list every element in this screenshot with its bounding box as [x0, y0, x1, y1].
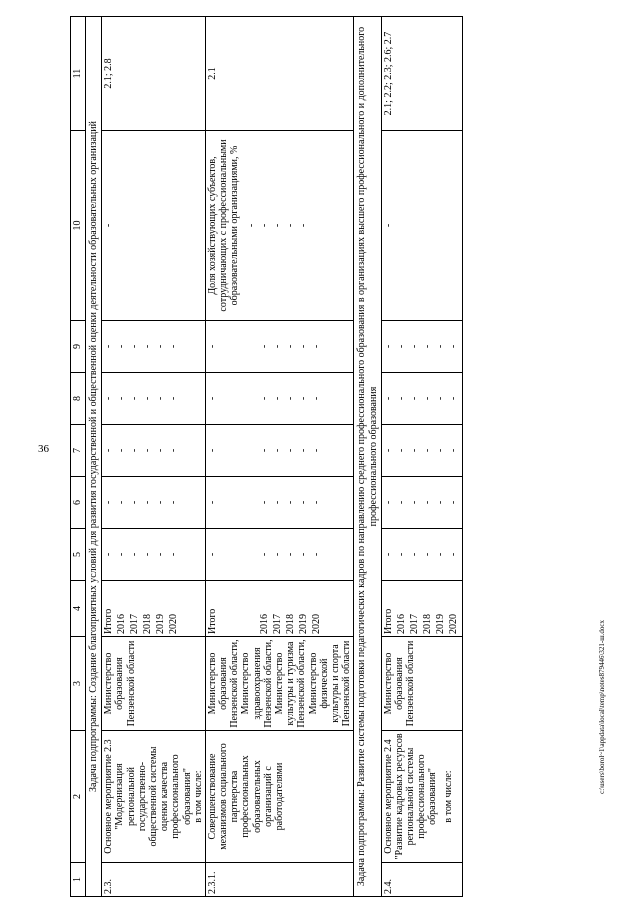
year-item: 2017 — [129, 614, 141, 634]
col-header: 1 — [71, 863, 86, 897]
executor: Министерство образования Пензенской области, Министерство здравоохранения Пензенской области, Министерство культуры и туризма Пензенской области, Министерство физической культуры и спорта Пензенской области — [205, 637, 353, 731]
executor: Министерство образования Пензенской области — [381, 637, 462, 731]
value-item: - — [116, 344, 128, 349]
value-item: - — [206, 396, 218, 401]
years-cell — [381, 581, 462, 637]
value-item: - — [206, 448, 218, 453]
value-cell — [205, 373, 353, 425]
value-item: - — [155, 344, 167, 349]
activity-subtitle: в том числе: — [192, 770, 204, 823]
indicator-ref: 2.1 — [205, 17, 353, 131]
value-item: - — [382, 500, 394, 505]
value-cell — [102, 321, 206, 373]
value-item: - — [142, 448, 154, 453]
year-item: 2016 — [116, 614, 128, 634]
table-row — [381, 17, 462, 897]
value-item: - — [434, 448, 446, 453]
value-item: - — [155, 448, 167, 453]
value-item: - — [168, 552, 180, 557]
value-item: - — [395, 396, 407, 401]
value-item: - — [310, 344, 322, 349]
value-item: - — [129, 344, 141, 349]
value-item: - — [245, 223, 257, 228]
value-item: - — [116, 448, 128, 453]
value-item: - — [434, 500, 446, 505]
value-item: - — [168, 500, 180, 505]
value-item: - — [408, 396, 420, 401]
value-item: - — [206, 552, 218, 557]
value-item: - — [297, 500, 309, 505]
activity-title: Основное мероприятие 2.4 "Развитие кадровых ресурсов региональной системы профессионального образования" — [382, 733, 439, 860]
value-item: - — [103, 552, 115, 557]
year-item: 2016 — [395, 614, 407, 634]
activity-subtitle: в том числе: — [442, 770, 454, 823]
value-cell — [102, 529, 206, 581]
activity-name — [102, 731, 206, 863]
indicator-cell: - — [102, 131, 206, 321]
year-item: 2020 — [447, 614, 459, 634]
value-item: - — [297, 344, 309, 349]
value-cell — [102, 477, 206, 529]
year-item: 2018 — [421, 614, 433, 634]
value-item: - — [271, 223, 283, 228]
value-item: - — [271, 344, 283, 349]
page-number: 36 — [38, 443, 49, 455]
value-item: - — [155, 552, 167, 557]
year-item: 2017 — [408, 614, 420, 634]
value-item: - — [297, 223, 309, 228]
value-item: - — [447, 500, 459, 505]
value-item: - — [395, 500, 407, 505]
year-item: 2020 — [310, 614, 322, 634]
value-item: - — [310, 500, 322, 505]
value-item: - — [103, 448, 115, 453]
value-item: - — [447, 448, 459, 453]
section-title: Задача подпрограммы: Развитие системы подготовки педагогических кадров по направлению среднего профессионального образования в организациях высшего профессионального и дополнительного профессионального образования — [354, 17, 381, 897]
value-item: - — [395, 448, 407, 453]
value-item: - — [258, 223, 270, 228]
value-item: - — [447, 344, 459, 349]
value-item: - — [408, 552, 420, 557]
value-item: - — [258, 500, 270, 505]
value-item: - — [447, 396, 459, 401]
activity-name: Совершенствование механизмов социального партнерства профессиональных образовательных организаций с работодателями — [205, 731, 353, 863]
table-row — [205, 17, 353, 897]
section-title: Задача подпрограммы: Создание благоприятных условий для развития государственной и общественной оценки деятельности образовательных организаций — [86, 17, 102, 897]
year-item: 2019 — [297, 614, 309, 634]
value-item: - — [421, 344, 433, 349]
indicator-text: Доля хозяйствующих субъектов, сотрудничающих с профессиональными образовательными организациями, % — [206, 139, 241, 312]
row-number: 2.3.1. — [205, 863, 353, 897]
value-item: - — [382, 344, 394, 349]
value-item: - — [297, 448, 309, 453]
col-header: 8 — [71, 373, 86, 425]
col-header: 7 — [71, 425, 86, 477]
value-item: - — [284, 552, 296, 557]
section-title-row — [86, 17, 102, 897]
year-item: Итого — [103, 608, 115, 634]
value-item: - — [421, 448, 433, 453]
col-header: 4 — [71, 581, 86, 637]
year-item: 2016 — [258, 614, 270, 634]
year-item: Итого — [382, 608, 394, 634]
year-item: 2020 — [168, 614, 180, 634]
value-item: - — [382, 396, 394, 401]
value-item: - — [284, 344, 296, 349]
row-number: 2.3. — [102, 863, 206, 897]
col-header: 3 — [71, 637, 86, 731]
value-cell — [102, 425, 206, 477]
value-item: - — [297, 552, 309, 557]
value-item: - — [142, 396, 154, 401]
value-item: - — [421, 552, 433, 557]
value-item: - — [310, 552, 322, 557]
value-item: - — [168, 448, 180, 453]
col-header: 10 — [71, 131, 86, 321]
value-item: - — [142, 500, 154, 505]
value-item: - — [129, 448, 141, 453]
value-item: - — [168, 344, 180, 349]
value-item: - — [155, 500, 167, 505]
value-item: - — [271, 552, 283, 557]
value-cell — [205, 321, 353, 373]
value-item: - — [395, 552, 407, 557]
footer-file-path: c:\users\borol~1\appdata\local\temp\notes879446\321-ш.docx — [598, 620, 606, 794]
activity-title: Основное мероприятие 2.3 "Модернизация региональной государственно-общественной системы оценки качества профессионального образования" — [103, 739, 193, 854]
column-number-row — [71, 17, 86, 897]
value-item: - — [206, 500, 218, 505]
activity-name — [381, 731, 462, 863]
year-item: 2019 — [155, 614, 167, 634]
value-item: - — [408, 448, 420, 453]
value-item: - — [284, 500, 296, 505]
years-cell — [102, 581, 206, 637]
value-item: - — [408, 344, 420, 349]
value-item: - — [382, 448, 394, 453]
col-header: 9 — [71, 321, 86, 373]
value-item: - — [310, 396, 322, 401]
value-cell — [381, 373, 462, 425]
years-cell — [205, 581, 353, 637]
value-item: - — [129, 500, 141, 505]
value-cell — [102, 373, 206, 425]
value-item: - — [408, 500, 420, 505]
value-cell — [205, 425, 353, 477]
program-activities-table — [70, 16, 463, 897]
value-item: - — [421, 500, 433, 505]
value-item: - — [129, 396, 141, 401]
indicator-cell — [205, 131, 353, 321]
value-item: - — [258, 396, 270, 401]
value-item: - — [129, 552, 141, 557]
executor: Министерство образования Пензенской области — [102, 637, 206, 731]
value-cell — [205, 477, 353, 529]
year-item: 2017 — [271, 614, 283, 634]
year-item: 2018 — [142, 614, 154, 634]
table-row — [102, 17, 206, 897]
value-item: - — [434, 344, 446, 349]
value-item: - — [155, 396, 167, 401]
col-header: 11 — [71, 17, 86, 131]
col-header: 2 — [71, 731, 86, 863]
value-item: - — [284, 223, 296, 228]
value-item: - — [142, 552, 154, 557]
row-number: 2.4. — [381, 863, 462, 897]
year-item: 2019 — [434, 614, 446, 634]
section-title-row — [354, 17, 381, 897]
value-cell — [381, 425, 462, 477]
value-item: - — [434, 552, 446, 557]
value-item: - — [297, 396, 309, 401]
value-item: - — [310, 448, 322, 453]
value-item: - — [284, 448, 296, 453]
year-item: 2018 — [284, 614, 296, 634]
value-item: - — [142, 344, 154, 349]
value-item: - — [103, 396, 115, 401]
value-cell — [381, 321, 462, 373]
value-cell — [205, 529, 353, 581]
year-item: Итого — [206, 608, 218, 634]
value-item: - — [258, 448, 270, 453]
value-item: - — [116, 552, 128, 557]
value-item: - — [382, 552, 394, 557]
value-item: - — [116, 500, 128, 505]
value-item: - — [206, 344, 218, 349]
value-item: - — [103, 344, 115, 349]
indicator-ref: 2.1; 2.2; 2.3; 2.6; 2.7 — [381, 17, 462, 131]
value-item: - — [284, 396, 296, 401]
value-item: - — [421, 396, 433, 401]
value-item: - — [258, 552, 270, 557]
value-item: - — [271, 396, 283, 401]
value-item: - — [434, 396, 446, 401]
value-item: - — [271, 448, 283, 453]
rotated-table-wrapper — [70, 17, 570, 897]
value-item: - — [103, 500, 115, 505]
value-item: - — [447, 552, 459, 557]
value-item: - — [271, 500, 283, 505]
value-item: - — [395, 344, 407, 349]
col-header: 5 — [71, 529, 86, 581]
value-item: - — [168, 396, 180, 401]
value-item: - — [116, 396, 128, 401]
value-item: - — [258, 344, 270, 349]
indicator-cell: - — [381, 131, 462, 321]
indicator-ref: 2.1; 2.8 — [102, 17, 206, 131]
value-cell — [381, 529, 462, 581]
col-header: 6 — [71, 477, 86, 529]
value-cell — [381, 477, 462, 529]
